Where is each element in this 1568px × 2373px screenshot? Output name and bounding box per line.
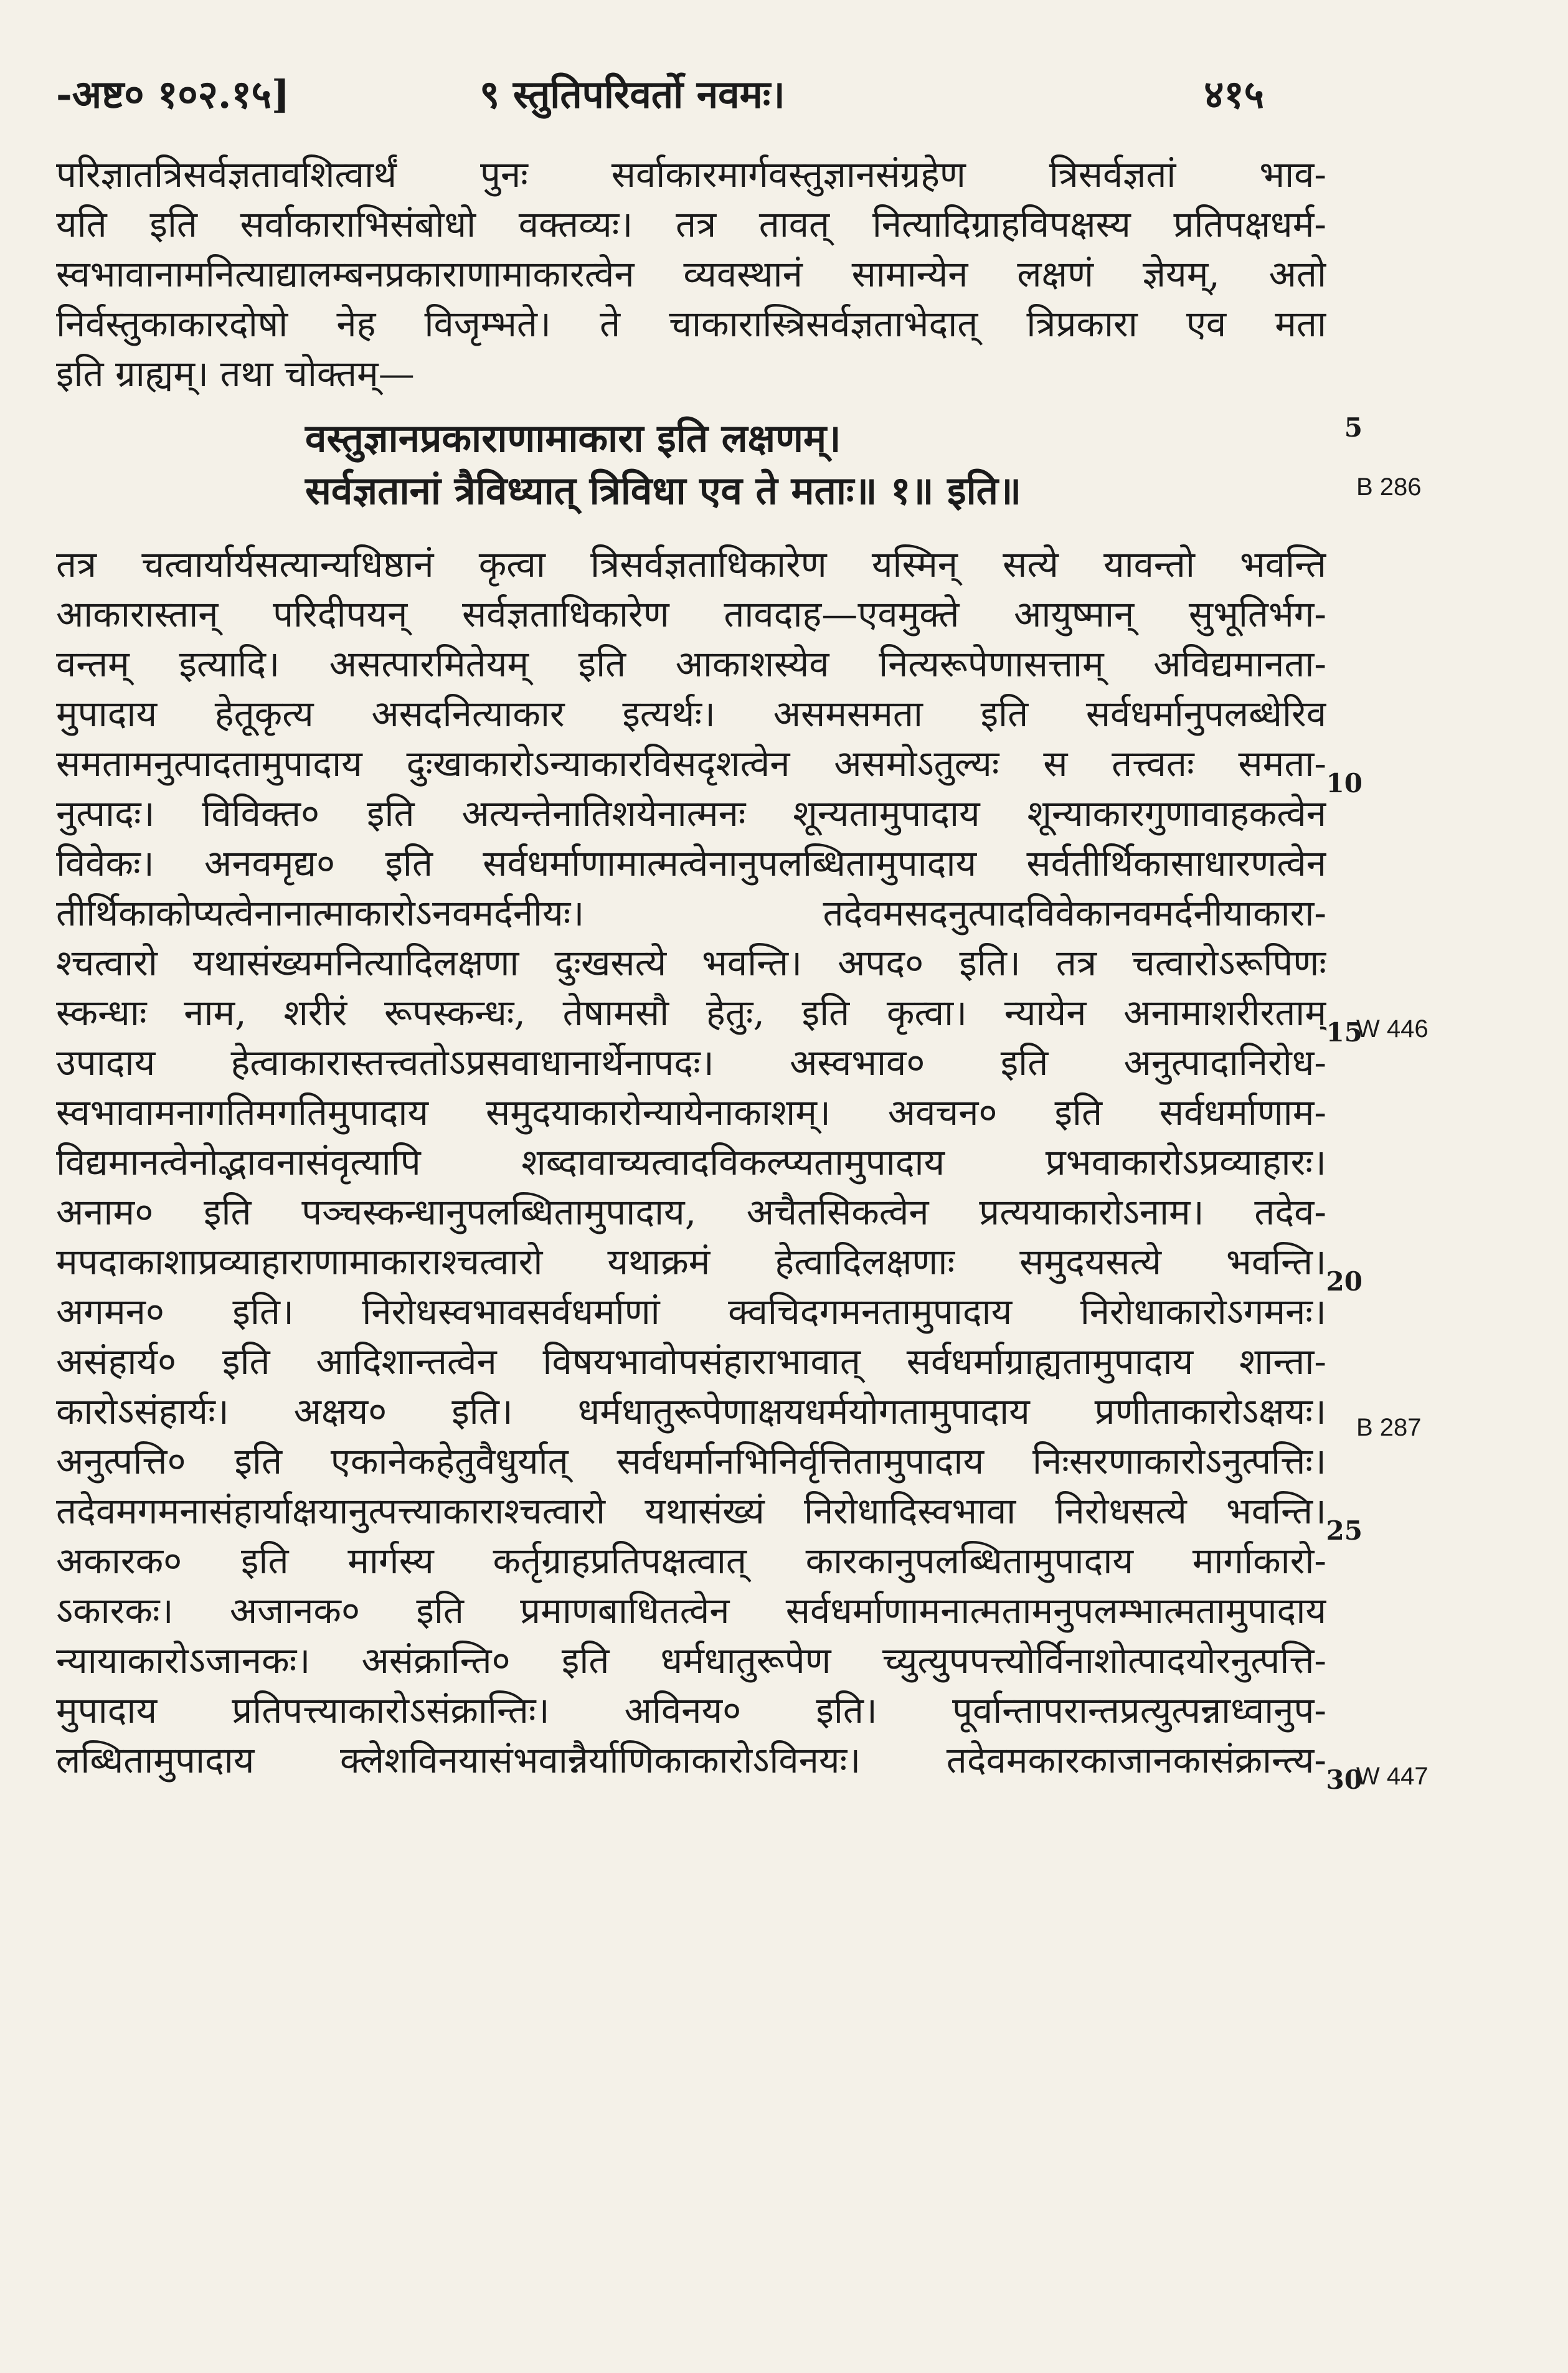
text-line: तत्र चत्वार्यार्यसत्यान्यधिष्ठानं कृत्वा त्रिसर्वज्ञताधिकारेण यस्मिन् सत्ये यावन्तो भवन्ति <box>56 543 1326 585</box>
text-line: अनुत्पत्ति० इति एकानेकहेतुवैधुर्यात् सर्वधर्मानभिनिर्वृत्तितामुपादाय निःसरणाकारोऽनुत्पत्तिः। <box>56 1440 1326 1482</box>
line-number: 15 <box>1326 1017 1363 1048</box>
text-line: स्वभावानामनित्याद्यालम्बनप्रकाराणामाकारत्वेन व्यवस्थानं सामान्येन लक्षणं ज्ञेयम्, अतो <box>56 253 1326 295</box>
text-line: मुपादाय हेतूकृत्य असदनित्याकार इत्यर्थः। असमसमता इति सर्वधर्मानुपलब्धेरिव <box>56 693 1326 735</box>
text-line: आकारास्तान् परिदीपयन् सर्वज्ञताधिकारेण तावदाह—एवमुक्ते आयुष्मान् सुभूतिर्भग- <box>56 593 1326 635</box>
header-chapter-title: ९ स्तुतिपरिवर्तो नवमः। <box>479 72 785 117</box>
main-text <box>56 149 1326 1785</box>
margin-reference: B 287 <box>1356 1414 1422 1441</box>
text-line: न्यायाकारोऽजानकः। असंक्रान्ति० इति धर्मधातुरूपेण च्युत्युपपत्त्योर्विनाशोत्पादयोरनुत्पत्ति- <box>56 1639 1326 1682</box>
text-line: ऽकारकः। अजानक० इति प्रमाणबाधितत्वेन सर्वधर्माणामनात्मतामनुपलम्भात्मतामुपादाय <box>56 1589 1326 1632</box>
text-line: नुत्पादः। विविक्त० इति अत्यन्तेनातिशयेनात्मनः शून्यतामुपादाय शून्याकारगुणावाहकत्वेन <box>56 792 1326 835</box>
text-line: वन्तम् इत्यादि। असत्पारमितेयम् इति आकाशस्येव नित्यरूपेणासत्ताम् अविद्यमानता- <box>56 643 1326 685</box>
text-line: विवेकः। अनवमृद्य० इति सर्वधर्माणामात्मत्वेनानुपलब्धितामुपादाय सर्वतीर्थिकासाधारणत्वेन <box>56 842 1326 884</box>
text-line: इति ग्राह्यम्। तथा चोक्तम्— <box>56 353 415 395</box>
text-line: उपादाय हेत्वाकारास्तत्त्वतोऽप्रसवाधानार्थेनापदः। अस्वभाव० इति अनुत्पादानिरोध- <box>56 1041 1326 1084</box>
text-line: श्चत्वारो यथासंख्यमनित्यादिलक्षणा दुःखसत्ये भवन्ति। अपद० इति। तत्र चत्वारोऽरूपिणः <box>56 942 1326 984</box>
text-line: मुपादाय प्रतिपत्त्याकारोऽसंक्रान्तिः। अविनय० इति। पूर्वान्तापरान्तप्रत्युत्पन्नाध्वानुप- <box>56 1689 1326 1731</box>
text-line: अगमन० इति। निरोधस्वभावसर्वधर्माणां क्वचिदगमनतामुपादाय निरोधाकारोऽगमनः। <box>56 1291 1326 1333</box>
margin-reference: W 446 <box>1356 1015 1429 1043</box>
text-line: तीर्थिकाकोप्यत्वेनानात्माकारोऽनवमर्दनीयः। तदेवमसदनुत्पादविवेकानवमर्दनीयाकारा- <box>56 892 1326 934</box>
text-line: स्वभावामनागतिमगतिमुपादाय समुदयाकारोन्यायेनाकाशम्। अवचन० इति सर्वधर्माणाम- <box>56 1091 1326 1134</box>
text-line: तदेवमगमनासंहार्याक्षयानुत्पत्त्याकाराश्चत्वारो यथासंख्यं निरोधादिस्वभावा निरोधसत्ये भवन्ति। <box>56 1490 1326 1532</box>
line-number: 20 <box>1326 1266 1363 1297</box>
line-number: 10 <box>1326 768 1363 798</box>
text-line: समतामनुत्पादतामुपादाय दुःखाकारोऽन्याकारविसदृशत्वेन असमोऽतुल्यः स तत्त्वतः समता- <box>56 742 1326 785</box>
text-line: अकारक० इति मार्गस्य कर्तृग्राहप्रतिपक्षत्वात् कारकानुपलब्धितामुपादाय मार्गाकारो- <box>56 1540 1326 1582</box>
header-section-ref: -अष्ट० १०२.१५] <box>56 72 290 117</box>
running-header <box>56 67 1289 136</box>
margin-reference: B 286 <box>1356 473 1422 501</box>
verse-line: वस्तुज्ञानप्रकाराणामाकारा इति लक्षणम्। <box>305 415 841 461</box>
text-line: विद्यमानत्वेनोद्भावनासंवृत्यापि शब्दावाच्यत्वादविकल्प्यतामुपादाय प्रभवाकारोऽप्रव्याहारः। <box>56 1141 1326 1183</box>
text-line: मपदाकाशाप्रव्याहाराणामाकाराश्चत्वारो यथाक्रमं हेत्वादिलक्षणाः समुदयसत्ये भवन्ति। <box>56 1241 1326 1283</box>
text-line: असंहार्य० इति आदिशान्तत्वेन विषयभावोपसंहाराभावात् सर्वधर्माग्राह्यतामुपादाय शान्ता- <box>56 1340 1326 1383</box>
text-line: लब्धितामुपादाय क्लेशविनयासंभवान्नैर्याणिकाकारोऽविनयः। तदेवमकारकाजानकासंक्रान्त्य- <box>56 1739 1326 1781</box>
margin-reference: W 447 <box>1356 1763 1429 1790</box>
text-line: निर्वस्तुकाकारदोषो नेह विजृम्भते। ते चाकारास्त्रिसर्वज्ञताभेदात् त्रिप्रकारा एव मता <box>56 303 1326 345</box>
text-line: यति इति सर्वाकाराभिसंबोधो वक्तव्यः। तत्र तावत् नित्यादिग्राहविपक्षस्य प्रतिपक्षधर्म- <box>56 203 1326 245</box>
text-line: स्कन्धाः नाम, शरीरं रूपस्कन्धः, तेषामसौ हेतुः, इति कृत्वा। न्यायेन अनामाशरीरताम् <box>56 992 1326 1034</box>
page-number: ४१५ <box>1204 72 1264 117</box>
line-number: 25 <box>1326 1515 1363 1546</box>
verse-line: सर्वज्ञतानां त्रैविध्यात् त्रिविधा एव ते मताः॥ १॥ इति॥ <box>305 468 1022 513</box>
text-line: कारोऽसंहार्यः। अक्षय० इति। धर्मधातुरूपेणाक्षयधर्मयोगतामुपादाय प्रणीताकारोऽक्षयः। <box>56 1390 1326 1433</box>
text-line: अनाम० इति पञ्चस्कन्धानुपलब्धितामुपादाय, अचैतसिकत्वेन प्रत्ययाकारोऽनाम। तदेव- <box>56 1191 1326 1233</box>
text-line: परिज्ञातत्रिसर्वज्ञतावशित्वार्थं पुनः सर्वाकारमार्गवस्तुज्ञानसंग्रहेण त्रिसर्वज्ञतां भाव- <box>56 153 1326 196</box>
line-number: 5 <box>1344 412 1363 443</box>
line-number: 30 <box>1326 1764 1363 1795</box>
